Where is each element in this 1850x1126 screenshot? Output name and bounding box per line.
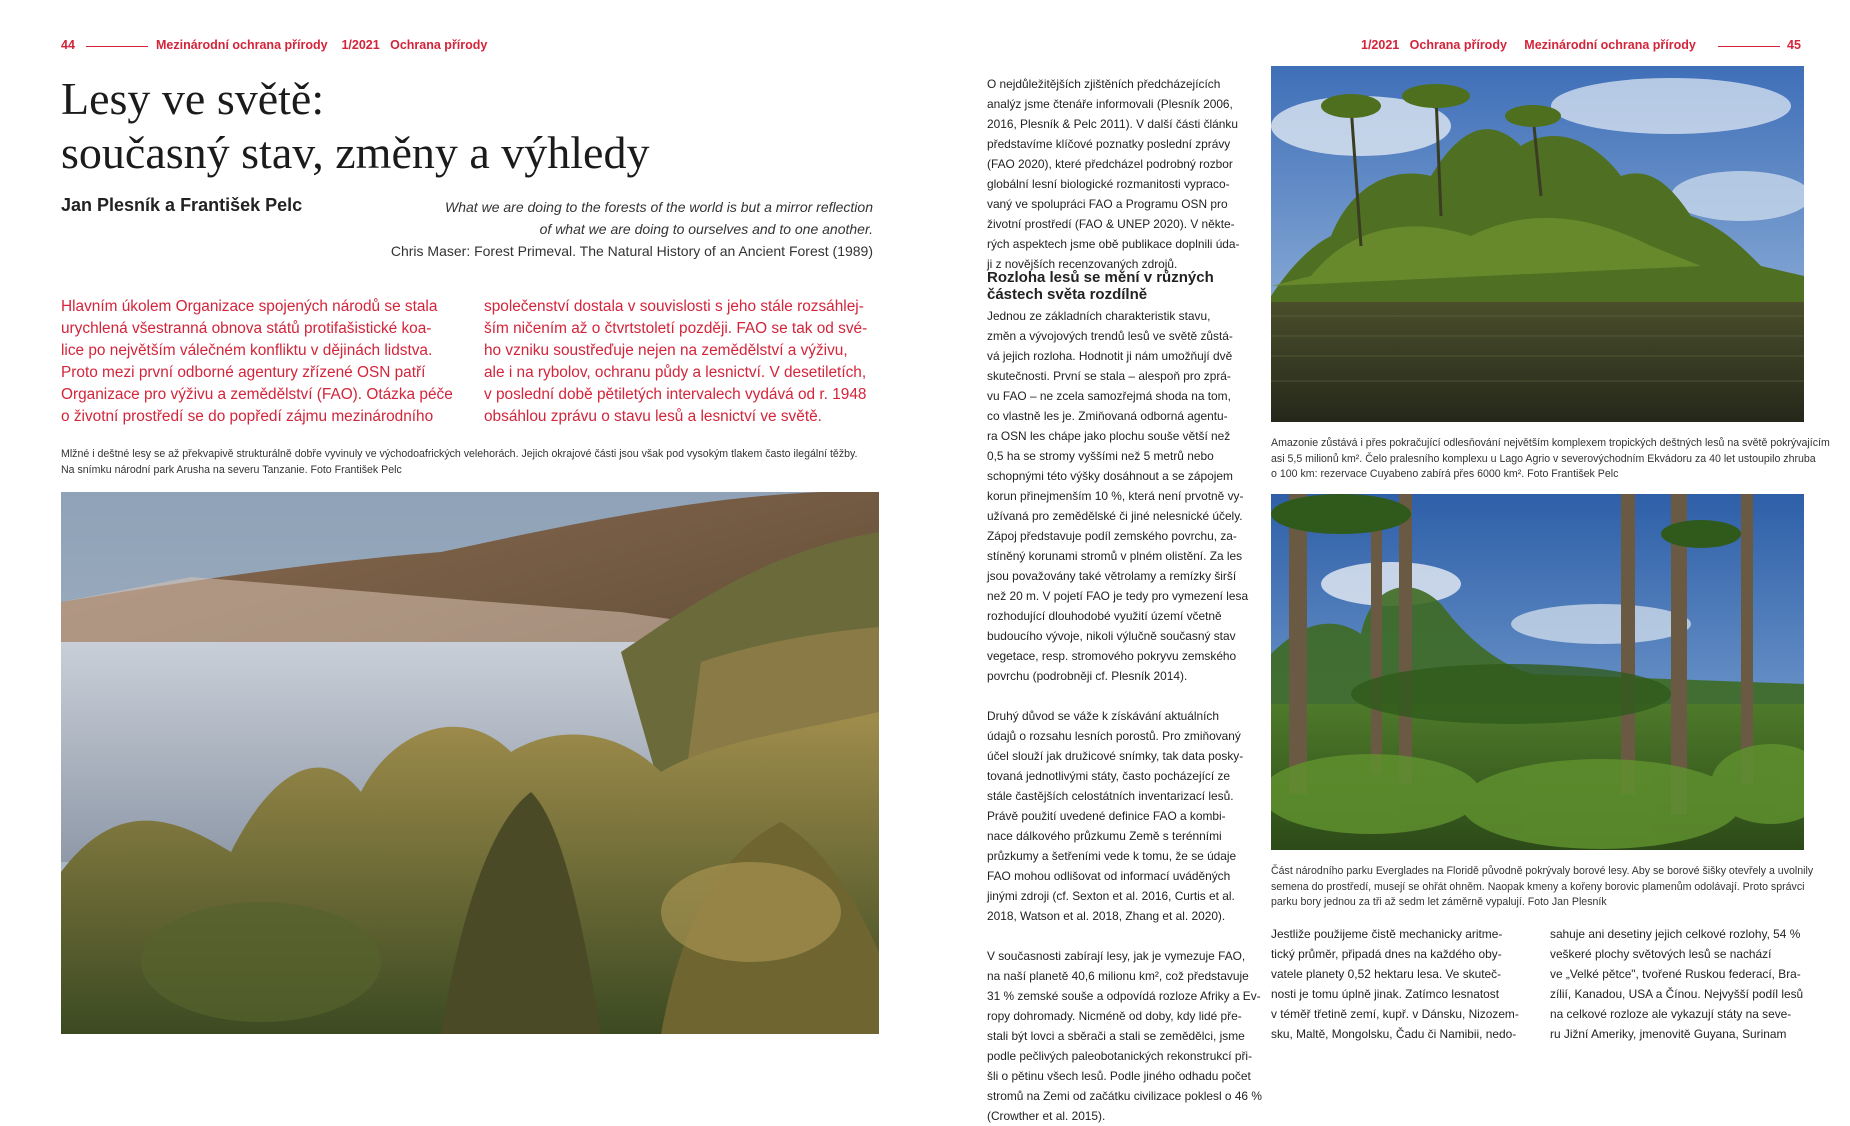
body-line: stále častějších celostátních inventarizací lesů. <box>987 789 1234 803</box>
photo-amazonia-cuyabeno <box>1271 66 1804 422</box>
body-line: veškeré plochy světových lesů se nachází <box>1550 947 1772 961</box>
running-head-journal: Ochrana přírody <box>390 38 488 52</box>
lead-line: Proto mezi první odborné agentury zřízené OSN patří <box>61 364 426 381</box>
body-line: na celkové rozloze ale vykazují státy na seve- <box>1550 1007 1792 1021</box>
paragraph-gap <box>987 686 1244 706</box>
body-line: budoucího vývoje, nikoli výlučně současný stav <box>987 629 1236 643</box>
body-line: 0,5 ha se stromy vyššími než 5 metrů nebo <box>987 449 1214 463</box>
body-line: tovaná jednotlivými státy, často pocházející ze <box>987 769 1230 783</box>
body-line: ve „Velké pětce", tvořené Ruskou federací, Bra- <box>1550 967 1801 981</box>
body-line: nace dálkového průzkumu Země s terénními <box>987 829 1222 843</box>
lead-line: ho vzniku soustřeďuje nejen na zemědělství a výživu, <box>484 342 848 359</box>
column-1-intro <box>987 74 1244 274</box>
right-page-number: 45 <box>1787 38 1801 52</box>
epigraph <box>330 196 873 262</box>
body-line: vatele planety 0,52 hektaru lesa. Ve skuteč- <box>1271 967 1502 981</box>
body-line: Jestliže použijeme čistě mechanicky aritme- <box>1271 927 1503 941</box>
body-line: průzkumy a šetřeními vede k tomu, že se údaje <box>987 849 1237 863</box>
running-head-issue: 1/2021 <box>341 38 380 52</box>
caption-line: asi 5,5 milionů km². Čelo pralesního komplexu u Lago Agrio v severovýchodním Ekvádoru za 40 let ustoupilo zhruba <box>1271 452 1816 465</box>
body-line: stromů na Zemi od začátku civilizace poklesl o 46 % <box>987 1089 1262 1103</box>
body-line: O nejdůležitějších zjištěních předcházejících <box>987 77 1221 91</box>
epigraph-line: What we are doing to the forests of the world is but a mirror reflection <box>445 199 873 215</box>
subhead-line: částech světa rozdílně <box>987 286 1148 303</box>
body-line: schopnými této výšky dosáhnout a se zápojem <box>987 469 1233 483</box>
left-running-rule <box>86 46 148 47</box>
caption-line: Amazonie zůstává i přes pokračující odlesňování největším komplexem tropických deštných lesů na světě pokrývajícím <box>1271 437 1830 449</box>
lead-line: Hlavním úkolem Organizace spojených národů se stala <box>61 298 438 315</box>
body-line: Zápoj představuje podíl zemského povrchu, za- <box>987 529 1237 543</box>
body-line: než 20 m. V pojetí FAO je tedy pro vymezení lesa <box>987 589 1249 603</box>
body-line: Jednou ze základních charakteristik stavu, <box>987 309 1211 323</box>
body-line: nosti je tomu úplně jinak. Zatímco lesnatost <box>1271 987 1500 1001</box>
body-line: sahuje ani desetiny jejich celkové rozlohy, 54 % <box>1550 927 1801 941</box>
photo-everglades-pine-forest <box>1271 494 1804 850</box>
body-line: korun přinejmenším 10 %, která není prvotně vy- <box>987 489 1244 503</box>
body-line: vá jejich rozloha. Hodnotit ji nám umožňují dvě <box>987 349 1233 363</box>
caption-line: Na snímku národní park Arusha na severu Tanzanie. Foto František Pelc <box>61 463 402 476</box>
left-page-number: 44 <box>61 38 75 52</box>
caption-line: semena do prostředí, musejí se ohřát ohněm. Naopak kmeny a kořeny borovic plamenům odolávají. Proto správci <box>1271 880 1805 893</box>
column-2-body <box>1271 924 1521 1044</box>
photo-caption-arusha <box>61 447 857 478</box>
caption-line: Mlžné i deštné lesy se až překvapivě strukturálně dobře vyvinuly ve východoafrických velehorách. Jejich okrajové části jsou však pod vysokým tlakem často ilegální těžby. <box>61 448 858 460</box>
column-3-body <box>1550 924 1802 1044</box>
body-line: užívaná pro zemědělské či jiné nelesnické účely. <box>987 509 1243 523</box>
body-line: ropy dohromady. Nicméně od doby, kdy lidé pře- <box>987 1009 1242 1023</box>
body-line: analýz jsme čtenáře informovali (Plesník 2006, <box>987 97 1233 111</box>
epigraph-line: of what we are doing to ourselves and to one another. <box>539 221 873 237</box>
body-line: Právě použití uvedené definice FAO a kombi- <box>987 809 1226 823</box>
caption-line: parku bory jednou za tři až sedm let záměrně vypalují. Foto Jan Plesník <box>1271 896 1607 908</box>
body-line: 2016, Plesník & Pelc 2011). V další části článku <box>987 117 1238 131</box>
body-line: jinými zdroji (cf. Sexton et al. 2016, Curtis et al. <box>987 889 1235 903</box>
subhead-line: Rozloha lesů se mění v různých <box>987 269 1214 286</box>
body-line: představíme klíčové poznatky poslední zprávy <box>987 137 1231 151</box>
body-line: na naší planetě 40,6 milionu km², což představuje <box>987 969 1249 983</box>
running-head-journal: Ochrana přírody <box>1409 38 1507 52</box>
article-authors: Jan Plesník a František Pelc <box>61 195 303 215</box>
lead-line: urychlená všestranná obnova států protifašistické koa- <box>61 320 432 337</box>
body-line: globální lesní biologické rozmanitosti vypraco- <box>987 177 1230 191</box>
body-line: (Crowther et al. 2015). <box>987 1109 1106 1123</box>
body-line: Druhý důvod se váže k získávání aktuálních <box>987 709 1219 723</box>
body-line: vu FAO – ne zcela samozřejmá shoda na tom, <box>987 389 1231 403</box>
lead-line: lice po největším válečném konfliktu v dějinách lidstva. <box>61 342 433 359</box>
lead-line: obsáhlou zprávu o stavu lesů a lesnictví ve světě. <box>484 408 822 425</box>
body-line: životní prostředí (FAO & UNEP 2020). V někte- <box>987 217 1235 231</box>
body-line: sku, Maltě, Mongolsku, Čadu či Namibii, nedo- <box>1271 1027 1517 1041</box>
body-line: vegetace, resp. stromového pokryvu zemského <box>987 649 1237 663</box>
title-line: současný stav, změny a výhledy <box>61 127 650 178</box>
body-line: co vlastně les je. Zmiňovaná odborná agentu- <box>987 409 1228 423</box>
body-line: účel slouží jak družicové snímky, tak data posky- <box>987 749 1244 763</box>
body-line: ji z novějších recenzovaných zdrojů. <box>987 257 1178 271</box>
right-running-head <box>1361 38 1696 52</box>
body-line: stíněný korunami stromů v plném olistění. Za les <box>987 549 1243 563</box>
lead-column-2 <box>484 296 867 428</box>
caption-line: o 100 km: rezervace Cuyabeno zabírá přes 6000 km². Foto František Pelc <box>1271 468 1619 480</box>
body-line: ru Jižní Ameriky, jmenovitě Guyana, Surinam <box>1550 1027 1787 1041</box>
photo-caption-amazonia <box>1271 436 1830 483</box>
body-line: stali být lovci a sběrači a stali se zemědělci, jsme <box>987 1029 1245 1043</box>
body-line: V současnosti zabírají lesy, jak je vymezuje FAO, <box>987 949 1246 963</box>
body-line: změn a vývojových trendů lesů ve světě zůstá- <box>987 329 1233 343</box>
lead-line: ším ničením až o čtvrtstoletí později. FAO se tak od své- <box>484 320 868 337</box>
body-line: vaný ve spolupráci FAO a Programu OSN pro <box>987 197 1228 211</box>
body-line: údajů o rozsahu lesních porostů. Pro zmiňovaný <box>987 729 1241 743</box>
body-line: skutečnosti. První se stala – alespoň pro zprá- <box>987 369 1231 383</box>
body-line: povrchu (podrobněji cf. Plesník 2014). <box>987 669 1188 683</box>
body-line: jsou považovány také větrolamy a remízky širší <box>987 569 1237 583</box>
running-head-issue: 1/2021 <box>1361 38 1400 52</box>
photo-arusha-cloud-forest <box>61 492 879 1034</box>
running-head-section: Mezinárodní ochrana přírody <box>156 38 328 52</box>
left-running-head <box>156 38 487 52</box>
body-line: tický průměr, připadá dnes na každého oby- <box>1271 947 1502 961</box>
body-line: rých aspektech jsme obě publikace doplnili úda- <box>987 237 1240 251</box>
lead-line: v poslední době pětiletých intervalech vydává od r. 1948 <box>484 386 867 403</box>
caption-line: Část národního parku Everglades na Floridě původně pokrývaly borové lesy. Aby se borové šišky otevřely a uvolnily <box>1271 865 1814 877</box>
lead-line: ale i na rybolov, ochranu půdy a lesnictví. V desetiletích, <box>484 364 867 381</box>
right-running-rule <box>1718 46 1780 47</box>
body-line: ra OSN les chápe jako plochu souše větší než <box>987 429 1231 443</box>
body-line: FAO mohou odlišovat od informací uváděných <box>987 869 1231 883</box>
body-line: zílií, Kanadou, USA a Čínou. Nejvyšší podíl lesů <box>1550 987 1804 1001</box>
article-title <box>61 72 649 180</box>
running-head-section: Mezinárodní ochrana přírody <box>1524 38 1696 52</box>
section-subhead <box>987 269 1214 303</box>
paragraph-gap <box>987 926 1244 946</box>
title-line: Lesy ve světě: <box>61 73 325 124</box>
body-line: 2018, Watson et al. 2018, Zhang et al. 2020). <box>987 909 1226 923</box>
body-line: šli o pětinu všech lesů. Podle jiného odhadu počet <box>987 1069 1251 1083</box>
lead-column-1 <box>61 296 453 428</box>
lead-line: o životní prostředí se do popředí zájmu mezinárodního <box>61 408 434 425</box>
body-line: 31 % zemské souše a odpovídá rozloze Afriky a Ev- <box>987 989 1261 1003</box>
column-1-body <box>987 306 1262 1126</box>
lead-line: Organizace pro výživu a zemědělství (FAO). Otázka péče <box>61 386 453 403</box>
body-line: podle pečlivých paleobotanických rekonstrukcí při- <box>987 1049 1253 1063</box>
body-line: rozhodující dlouhodobé využití území včetně <box>987 609 1222 623</box>
body-line: (FAO 2020), které předcházel podrobný rozbor <box>987 157 1233 171</box>
epigraph-source: Chris Maser: Forest Primeval. The Natural History of an Ancient Forest (1989) <box>390 243 873 259</box>
lead-line: společenství dostala v souvislosti s jeho stále rozsáhlej- <box>484 298 864 315</box>
body-line: v téměř třetině zemí, kupř. v Dánsku, Nizozem- <box>1271 1007 1519 1021</box>
photo-caption-everglades <box>1271 864 1813 911</box>
